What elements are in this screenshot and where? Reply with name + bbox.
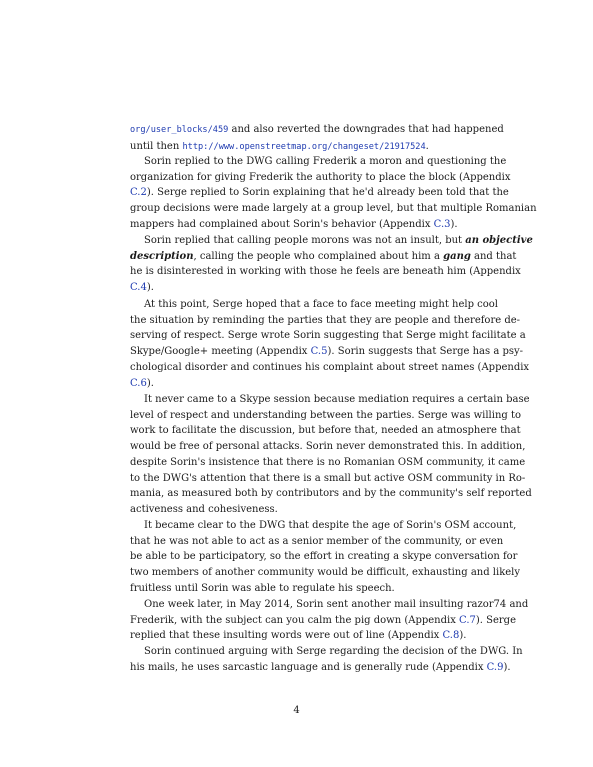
page-number: 4 (293, 705, 300, 716)
paragraph-6: It became clear to the DWG that despite the age of Sorin's OSM account, that he was not able to act as a senior member of the community, or even be able to be participatory, so the effort in creating a skype conversation for two members of another community would be difficult, exhausting and likely fruitless until Sorin was able to regulate his speech. (130, 520, 521, 594)
paragraph-1 (130, 122, 504, 155)
appendix-ref[interactable]: C.8 (442, 630, 460, 642)
user-blocks-link[interactable]: org/user_blocks/459 (130, 125, 229, 135)
paragraph-2: Sorin replied to the DWG calling Frederik a moron and questioning the organization for giving Frederik the authority to place the block (Appendix C.2). Serge replied to Sorin explaining that he'd already been told that the group decisions were made largely at a group level, but that multiple Romanian mappers had complained about Sorin's behavior (Appendix C.3). (130, 156, 537, 230)
paragraph-5: It never came to a Skype session because mediation requires a certain base level of respect and understanding between the parties. Serge was willing to work to facilitate the discussion, but before that, needed an atmosphere that would be free of personal attacks. Sorin never demonstrated this. In addition, despite Sorin's insistence that there is no Romanian OSM community, it came to the DWG's attention that there is a small but active OSM community in Ro- mania, as measured both by contributors and by the community's self reported activeness and cohesiveness. (130, 394, 532, 515)
appendix-ref[interactable]: C.6 (130, 377, 147, 389)
paragraph-4: At this point, Serge hoped that a face to face meeting might help cool the situation by reminding the parties that they are people and therefore de- serving of respect. Serge wrote Sorin suggesting that Serge might facilitate a Skype/Google+ meeting (Appendix C.5). Sorin suggests that Serge has a psy- chological disorder and continues his complaint about street names (Appendix C.6). (130, 299, 530, 389)
appendix-ref[interactable]: C.2 (130, 187, 147, 199)
emphasis: description (130, 250, 194, 262)
paragraph-8: Sorin continued arguing with Serge regarding the decision of the DWG. In his mails, he uses sarcastic language and is generally rude (Appendix C.9). (130, 646, 523, 673)
changeset-link[interactable]: http://www.openstreetmap.org/changeset/21917524 (182, 141, 426, 152)
paragraph-7: One week later, in May 2014, Sorin sent another mail insulting razor74 and Frederik, with the subject can you calm the pig down (Appendix C.7). Serge replied that these insulting words were out of line (Appendix C.8). (130, 599, 529, 642)
appendix-ref[interactable]: C.7 (459, 614, 476, 626)
appendix-ref[interactable]: C.5 (310, 346, 328, 358)
paragraph-3: Sorin replied that calling people morons was not an insult, but an objective description, calling the people who complained about him a gang and that he is disinterested in working with those he feels are beneath him (Appendix C.4). (130, 235, 533, 294)
line: org/user_blocks/459 and also reverted the downgrades that had happened (130, 124, 504, 135)
appendix-ref[interactable]: C.9 (486, 661, 504, 673)
line: until then http://www.openstreetmap.org/changeset/21917524. (130, 140, 429, 152)
emphasis: an objective (465, 235, 533, 246)
appendix-ref[interactable]: C.3 (433, 218, 451, 230)
emphasis: gang (443, 250, 471, 262)
appendix-ref[interactable]: C.4 (130, 282, 147, 294)
